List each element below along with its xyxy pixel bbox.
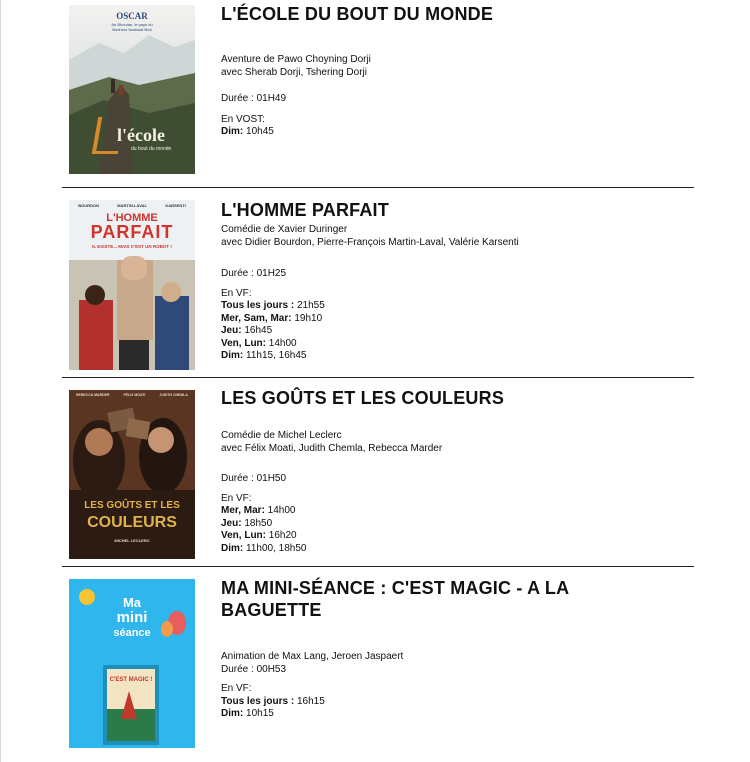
film-info bbox=[221, 577, 641, 721]
showtime-times: 14h00 bbox=[266, 337, 297, 349]
film-duration: Durée : 00H53 bbox=[221, 663, 287, 675]
poster-actor: MARTIN-LAVAL bbox=[117, 203, 147, 208]
poster-logo-line2: mini bbox=[116, 609, 148, 626]
showtime-times: 10h45 bbox=[243, 126, 274, 137]
showtime-days: Dim: bbox=[221, 350, 244, 361]
showtime-times: 21h55 bbox=[294, 300, 325, 311]
film-poster[interactable] bbox=[69, 579, 195, 748]
showtime-times: 10h15 bbox=[243, 708, 274, 719]
showtime-days: Dim: bbox=[221, 708, 244, 719]
film-duration: Durée : 01H50 bbox=[221, 473, 287, 484]
film-title[interactable]: LES GOÛTS ET LES COULEURS bbox=[221, 388, 505, 408]
film-version: En VF: bbox=[221, 492, 252, 504]
showtime-days: Tous les jours : bbox=[221, 300, 295, 311]
showtime-days: Jeu: bbox=[221, 325, 242, 336]
film-info bbox=[221, 387, 641, 555]
showtime-times: 11h00, 18h50 bbox=[243, 542, 307, 554]
showtime-days: Ven, Lun: bbox=[221, 337, 266, 349]
poster-tagline: IL EXISTE... MAIS C'EST UN ROBOT ! bbox=[92, 244, 172, 249]
poster-director: MICHEL LECLERC bbox=[114, 538, 150, 543]
film-cast: avec Félix Moati, Judith Chemla, Rebecca Marder bbox=[221, 442, 443, 454]
poster-logo-line1: L'HOMME bbox=[106, 212, 158, 224]
poster-logo-line3: séance bbox=[113, 627, 151, 639]
film-duration: Durée : 01H49 bbox=[221, 93, 287, 104]
showtime-row bbox=[221, 543, 641, 556]
showtime-row bbox=[221, 696, 641, 709]
showtime-times: 14h00 bbox=[264, 505, 296, 516]
film-card bbox=[62, 0, 694, 187]
showtime-days: Mer, Mar: bbox=[221, 505, 265, 516]
showtime-days: Tous les jours : bbox=[221, 695, 295, 707]
showtime-days: Mer, Sam, Mar: bbox=[221, 312, 292, 324]
poster-logo-line2: PARFAIT bbox=[90, 222, 174, 242]
showtime-row bbox=[221, 313, 641, 326]
film-title[interactable]: MA MINI-SÉANCE : C'EST MAGIC - A LA BAGUETTE bbox=[221, 578, 569, 620]
poster-logo-line1: Ma bbox=[122, 595, 142, 610]
page-left-border bbox=[0, 0, 1, 762]
showtime-row bbox=[221, 350, 641, 363]
showtime-row bbox=[221, 338, 641, 351]
showtime-days: Ven, Lun: bbox=[221, 530, 266, 541]
film-info bbox=[221, 199, 641, 363]
film-poster[interactable] bbox=[69, 5, 195, 174]
film-card bbox=[62, 378, 694, 566]
showtime-row bbox=[221, 300, 641, 313]
poster-image bbox=[69, 390, 195, 559]
film-duration: Durée : 01H25 bbox=[221, 268, 287, 279]
poster-actor: FÉLIX MOATI bbox=[123, 393, 146, 397]
showtime-times: 16h20 bbox=[266, 530, 297, 541]
poster-actor: KARSENTI bbox=[165, 203, 186, 208]
showtime-row bbox=[221, 708, 641, 721]
showtime-days: Jeu: bbox=[221, 517, 242, 529]
film-genre: Comédie de Michel Leclerc bbox=[221, 430, 342, 441]
film-genre: Animation de Max Lang, Jeroen Jaspaert bbox=[221, 651, 404, 662]
showtime-times: 16h45 bbox=[241, 325, 273, 336]
film-genre: Comédie de Xavier Duringer bbox=[221, 224, 348, 235]
poster-top-text: OSCAR bbox=[116, 11, 148, 21]
film-cast: avec Didier Bourdon, Pierre-François Martin-Laval, Valérie Karsenti bbox=[221, 236, 519, 248]
showtime-times: 18h50 bbox=[241, 517, 273, 529]
film-poster[interactable] bbox=[69, 200, 195, 370]
poster-logo-line1: LES GOÛTS ET LES bbox=[84, 500, 180, 511]
showtime-row bbox=[221, 530, 641, 543]
poster-logo-line2: COULEURS bbox=[87, 514, 177, 531]
showtime-row bbox=[221, 505, 641, 518]
showtime-row bbox=[221, 325, 641, 338]
poster-sub: C'EST MAGIC ! bbox=[109, 677, 153, 683]
film-cast: avec Sherab Dorji, Tshering Dorji bbox=[221, 66, 367, 78]
poster-actor: REBECCA MARDER bbox=[75, 393, 110, 397]
showtime-times: 19h10 bbox=[291, 312, 323, 324]
film-poster[interactable] bbox=[69, 390, 195, 559]
poster-actor-names bbox=[69, 203, 195, 208]
film-title[interactable]: L'HOMME PARFAIT bbox=[221, 200, 389, 220]
film-card bbox=[62, 188, 694, 377]
showtime-times: 11h15, 16h45 bbox=[243, 350, 307, 361]
film-genre: Aventure de Pawo Choyning Dorji bbox=[221, 54, 371, 65]
poster-logo-sub: du bout du monde bbox=[131, 146, 172, 152]
film-card bbox=[62, 567, 694, 762]
poster-logo: l'école bbox=[117, 125, 165, 145]
showtime-row bbox=[221, 126, 641, 139]
poster-actor: BOURDON bbox=[78, 203, 99, 208]
poster-actor: JUDITH CHEMLA bbox=[159, 393, 188, 397]
film-info bbox=[221, 3, 641, 139]
film-version: En VOST: bbox=[221, 113, 265, 125]
showtime-days: Dim: bbox=[221, 542, 244, 554]
showtime-times: 16h15 bbox=[294, 695, 325, 707]
film-version: En VF: bbox=[221, 287, 252, 299]
showtime-row bbox=[221, 518, 641, 531]
poster-actor-names bbox=[69, 393, 195, 397]
film-title[interactable]: L'ÉCOLE DU BOUT DU MONDE bbox=[221, 4, 494, 24]
poster-sub-text: Au Bhoutan, le pays du Bonheur National Brut bbox=[111, 22, 153, 32]
showtime-days: Dim: bbox=[221, 126, 244, 137]
film-version: En VF: bbox=[221, 683, 252, 694]
